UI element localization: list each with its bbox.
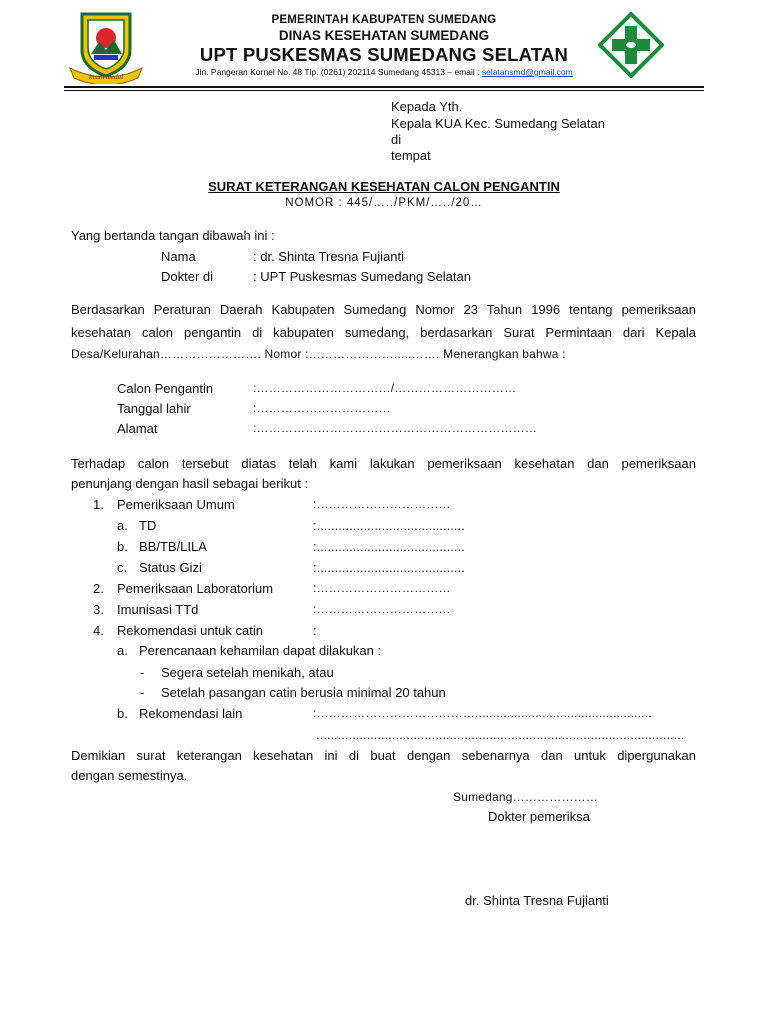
document-title: SURAT KETERANGAN KESEHATAN CALON PENGANTIN bbox=[208, 179, 560, 194]
signer-name-value: : dr. Shinta Tresna Fujianti bbox=[253, 249, 405, 264]
candidate-dob-label: Tanggal lahir bbox=[117, 401, 191, 416]
candidate-address-value: :…………………………………………………………… bbox=[253, 421, 538, 435]
address-text: Jln. Pangeran Kornel No. 48 Tlp. (0261) 202114 Sumedang 45313 – email : bbox=[195, 67, 482, 77]
exam-ttd-label: Imunisasi TTd bbox=[117, 602, 199, 617]
candidate-name-label: Calon Pengantin bbox=[117, 381, 214, 396]
candidate-address-label: Alamat bbox=[117, 421, 158, 436]
signer-place-value: : UPT Puskesmas Sumedang Selatan bbox=[253, 269, 471, 284]
closing-line2: dengan semestinya. bbox=[71, 768, 188, 783]
exam-option2-dash: - bbox=[140, 685, 145, 700]
signer-place-label: Dokter di bbox=[161, 269, 214, 284]
exam-number-1: 1. bbox=[93, 497, 104, 512]
recipient-di: di bbox=[391, 132, 402, 147]
intro-text: Yang bertanda tangan dibawah ini : bbox=[71, 228, 275, 243]
closing-line1: Demikian surat keterangan kesehatan ini di buat dengan sebenarnya dan untuk dipergunakan bbox=[71, 748, 696, 763]
signature-role: Dokter pemeriksa bbox=[488, 809, 590, 824]
paragraph2-line2: penunjang dengan hasil sebagai berikut : bbox=[71, 476, 309, 491]
paragraph1-line1: Berdasarkan Peraturan Daerah Kabupaten Sumedang Nomor 23 Tahun 1996 tentang pemeriksaan bbox=[71, 302, 696, 317]
exam-lab-value: :…………………………… bbox=[313, 581, 451, 595]
exam-number-4: 4. bbox=[93, 623, 104, 638]
letterhead-government: PEMERINTAH KABUPATEN SUMEDANG bbox=[271, 14, 497, 26]
exam-number-2: 2. bbox=[93, 581, 104, 596]
email-link[interactable]: selatansmd@gmail.com bbox=[481, 67, 573, 77]
exam-td-letter: a. bbox=[117, 518, 128, 533]
logo-ribbon-text: insun medal bbox=[88, 73, 124, 81]
exam-recommendation-colon: : bbox=[313, 623, 317, 638]
exam-gizi-letter: c. bbox=[117, 560, 128, 575]
exam-general-label: Pemeriksaan Umum bbox=[117, 497, 235, 512]
exam-option1-dash: - bbox=[140, 665, 145, 680]
candidate-dob-value: :…………………………… bbox=[253, 401, 391, 415]
exam-bb-letter: b. bbox=[117, 539, 128, 554]
letterhead-institution: UPT PUSKESMAS SUMEDANG SELATAN bbox=[199, 44, 569, 65]
paragraph1-line3: Desa/Kelurahan……………………. Nomor :………………….....……. Menerangkan bahwa : bbox=[71, 347, 566, 361]
letterhead-rule-thick bbox=[64, 86, 704, 88]
paragraph2-line1: Terhadap calon tersebut diatas telah kami lakukan pemeriksaan kesehatan dan pemeriksaan bbox=[71, 456, 696, 471]
exam-number-3: 3. bbox=[93, 602, 104, 617]
recipient-greeting: Kepada Yth. bbox=[391, 99, 463, 114]
recipient-place: tempat bbox=[391, 148, 431, 163]
paragraph1-line2: kesehatan calon pengantin di kabupaten sumedang, berdasarkan Surat Permintaan dari Kepala bbox=[71, 325, 696, 340]
exam-td-value: :......................................... bbox=[313, 518, 465, 533]
exam-plan-label: Perencanaan kehamilan dapat dilakukan : bbox=[139, 643, 382, 658]
recipient-name: Kepala KUA Kec. Sumedang Selatan bbox=[391, 116, 605, 131]
exam-bb-label: BB/TB/LILA bbox=[139, 539, 207, 554]
exam-recommendation-label: Rekomendasi untuk catin bbox=[117, 623, 263, 638]
exam-other-value-continued: ...................................................................................................... bbox=[316, 727, 685, 742]
exam-general-value: :…………………………… bbox=[313, 497, 451, 511]
exam-gizi-label: Status Gizi bbox=[139, 560, 202, 575]
exam-other-value: :………………………………….................................................. bbox=[313, 706, 652, 720]
exam-other-label: Rekomendasi lain bbox=[139, 706, 243, 721]
exam-option1-text: Segera setelah menikah, atau bbox=[161, 665, 334, 680]
document-number: NOMOR : 445/…../PKM/…../20… bbox=[285, 197, 483, 209]
candidate-name-value: :……………………………/………………………… bbox=[253, 381, 517, 395]
exam-lab-label: Pemeriksaan Laboratorium bbox=[117, 581, 274, 596]
letterhead-department: DINAS KESEHATAN SUMEDANG bbox=[278, 28, 490, 43]
signature-name: dr. Shinta Tresna Fujianti bbox=[465, 893, 609, 908]
letterhead-rule-thin bbox=[64, 90, 704, 91]
exam-bb-value: :......................................... bbox=[313, 539, 465, 554]
signature-place-date: Sumedang………………… bbox=[453, 790, 599, 804]
exam-gizi-value: :......................................... bbox=[313, 560, 465, 575]
exam-option2-text: Setelah pasangan catin berusia minimal 20 tahun bbox=[161, 685, 446, 700]
exam-other-letter: b. bbox=[117, 706, 128, 721]
signer-name-label: Nama bbox=[161, 249, 196, 264]
exam-ttd-value: :…………………………… bbox=[313, 602, 451, 616]
puskesmas-logo bbox=[598, 12, 664, 78]
exam-plan-letter: a. bbox=[117, 643, 128, 658]
exam-td-label: TD bbox=[139, 518, 157, 533]
